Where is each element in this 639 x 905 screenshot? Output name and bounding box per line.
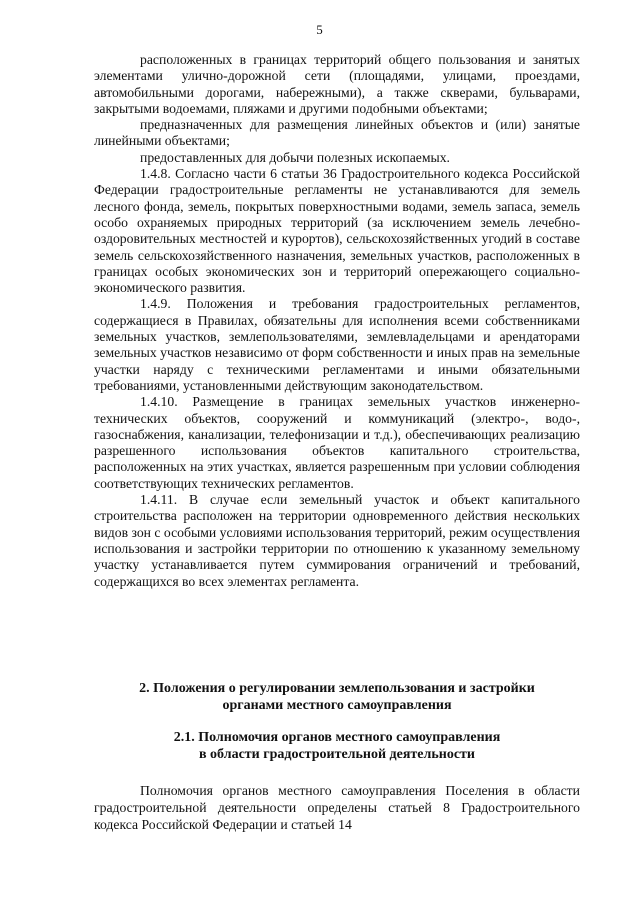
paragraph-1-4-8: 1.4.8. Согласно части 6 статьи 36 Градостроительного кодекса Российской Федерации градостроительные регламенты не устанавливаются для земель лесного фонда, земель, покрытых поверхностными водами, земель запаса, земель особо охраняемых природных территорий (за исключением земель лечебно-оздоровительных местностей и курортов), сельскохозяйственных угодий в составе земель сельскохозяйственного назначения, земельных участков, расположенных в границах особых экономических зон и территорий опережающего социально-экономического развития. [94,166,580,296]
paragraph-public-areas: расположенных в границах территорий общего пользования и занятых элементами улично-дорожной сети (площадями, улицами, проездами, автомобильными дорогами, набережными), а также скверами, бульварами, закрытыми водоемами, пляжами и другими подобными объектами; [94,52,580,116]
section-heading [94,680,580,714]
section-heading-line1: 2. Положения о регулировании землепользования и застройки [139,681,535,696]
body-text-tail [94,782,580,833]
paragraph-powers: Полномочия органов местного самоуправления Поселения в области градостроительной деятельности определены статьей 8 Градостроительного кодекса Российской Федерации и статьей 14 [94,783,580,832]
subsection-heading-line2: в области градостроительной деятельности [199,747,475,762]
page-number: 5 [316,22,323,37]
subsection-heading-line1: 2.1. Полномочия органов местного самоуправления [173,730,501,745]
paragraph-minerals: предоставленных для добычи полезных ископаемых. [140,149,450,165]
paragraph-1-4-11: 1.4.11. В случае если земельный участок и объект капитального строительства расположен на территории одновременного действия нескольких видов зон с особыми условиями использования территорий, режим осуществления использования и застройки территории по отношению к указанному земельному участку устанавливается путем суммирования ограничений и требований, содержащихся во всех элементах регламента. [94,492,580,589]
paragraph-1-4-9: 1.4.9. Положения и требования градостроительных регламентов, содержащиеся в Правилах, обязательны для исполнения всеми собственниками земельных участков, землепользователями, землевладельцами и арендаторами земельных участков независимо от форм собственности и иных прав на земельные участки наряду с техническими регламентами и иными обязательными требованиями, установленными действующим законодательством. [94,296,580,393]
paragraph-linear-objects: предназначенных для размещения линейных объектов и (или) занятые линейными объектами; [94,117,580,149]
section-heading-line2: органами местного самоуправления [222,698,452,713]
body-text [94,52,580,590]
paragraph-1-4-10: 1.4.10. Размещение в границах земельных участков инженерно-технических объектов, сооружений и коммуникаций (электро-, водо-, газоснабжения, канализации, телефонизации и т.д.), обеспечивающих реализацию разрешенного использования объектов капитального строительства, расположенных на этих участках, является разрешенным при условии соблюдения соответствующих технических регламентов. [94,394,580,491]
subsection-heading [94,729,580,763]
